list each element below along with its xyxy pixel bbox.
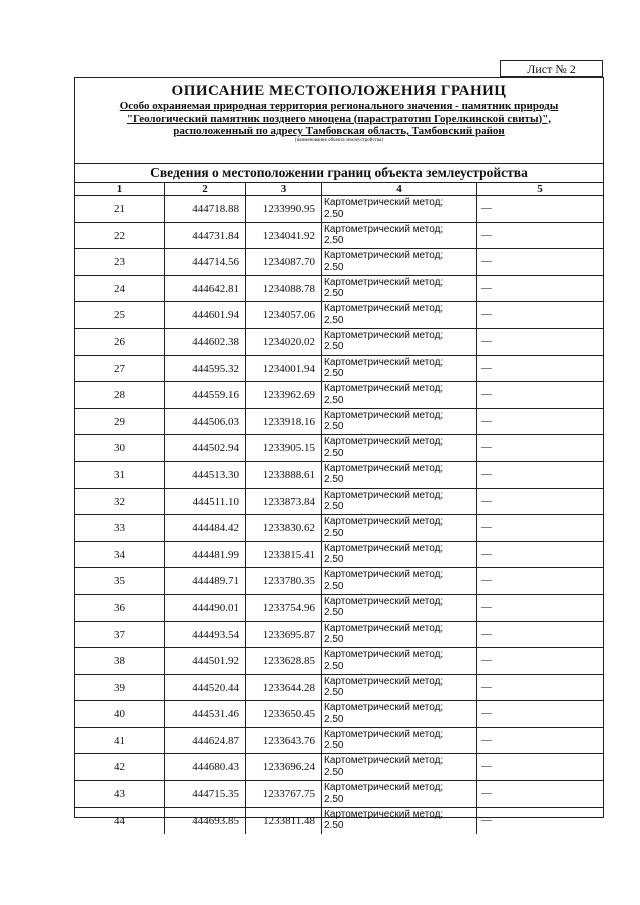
x-coordinate-cell: 444715.35 (165, 781, 246, 807)
description-cell: — (481, 627, 492, 640)
table-row (75, 728, 603, 755)
x-coordinate-cell: 444501.92 (165, 648, 246, 674)
method-text: Картометрический метод; (324, 542, 444, 554)
method-text: Картометрический метод; (324, 356, 444, 368)
description-cell: — (481, 760, 492, 773)
x-coordinate-cell: 444484.42 (165, 515, 246, 541)
precision-value: 2.50 (324, 607, 344, 619)
y-coordinate-cell: 1233962.69 (246, 382, 322, 408)
point-number-cell: 27 (75, 356, 165, 382)
x-coordinate-cell: 444602.38 (165, 329, 246, 355)
table-row (75, 302, 603, 329)
x-coordinate-cell: 444642.81 (165, 276, 246, 302)
description-cell: — (481, 494, 492, 507)
point-number-cell: 26 (75, 329, 165, 355)
table-row (75, 356, 603, 383)
method-cell (322, 781, 477, 807)
precision-value: 2.50 (324, 554, 344, 566)
description-cell: — (481, 255, 492, 268)
table-row (75, 542, 603, 569)
description-cell: — (481, 467, 492, 480)
method-cell (322, 435, 477, 461)
method-text: Картометрический метод; (324, 782, 444, 794)
x-coordinate-cell: 444531.46 (165, 701, 246, 727)
point-number-cell: 43 (75, 781, 165, 807)
description-cell: — (481, 202, 492, 214)
method-text: Картометрический метод; (324, 197, 444, 208)
precision-value: 2.50 (324, 261, 344, 273)
description-cell: — (481, 707, 492, 720)
x-coordinate-cell: 444718.88 (165, 196, 246, 222)
method-cell (322, 329, 477, 355)
method-text: Картометрический метод; (324, 436, 444, 448)
method-cell (322, 356, 477, 382)
object-name-note: (наименование объекта землеустройства) (294, 137, 384, 143)
point-number-cell: 28 (75, 382, 165, 408)
y-coordinate-cell: 1233650.45 (246, 701, 322, 727)
table-body (75, 196, 603, 834)
description-cell: — (481, 308, 492, 321)
y-coordinate-cell: 1233696.24 (246, 754, 322, 780)
table-row (75, 249, 603, 276)
column-number: 3 (246, 183, 322, 195)
method-cell (322, 302, 477, 328)
precision-value: 2.50 (324, 580, 344, 592)
method-cell (322, 701, 477, 727)
method-cell (322, 196, 477, 222)
column-number: 1 (75, 183, 165, 195)
object-subtitle-line-2: "Геологический памятник позднего миоцена (парастратотип Горелкинской свиты)", (126, 112, 552, 125)
table-row (75, 675, 603, 702)
precision-value: 2.50 (324, 288, 344, 300)
method-text: Картометрический метод; (324, 489, 444, 501)
description-cell: — (481, 733, 492, 746)
x-coordinate-cell: 444731.84 (165, 223, 246, 249)
precision-value: 2.50 (324, 687, 344, 699)
precision-value: 2.50 (324, 314, 344, 326)
x-coordinate-cell: 444502.94 (165, 435, 246, 461)
method-cell (322, 675, 477, 701)
method-cell (322, 462, 477, 488)
method-text: Картометрический метод; (324, 675, 444, 687)
x-coordinate-cell: 444489.71 (165, 568, 246, 594)
point-number-cell: 21 (75, 196, 165, 222)
point-number-cell: 41 (75, 728, 165, 754)
method-cell (322, 276, 477, 302)
table-row (75, 409, 603, 436)
description-cell: — (481, 281, 492, 294)
sheet-number: Лист № 2 (500, 60, 603, 77)
precision-value: 2.50 (324, 474, 344, 486)
method-cell (322, 728, 477, 754)
table-row (75, 568, 603, 595)
y-coordinate-cell: 1234088.78 (246, 276, 322, 302)
x-coordinate-cell: 444520.44 (165, 675, 246, 701)
y-coordinate-cell: 1233754.96 (246, 595, 322, 621)
table-row (75, 701, 603, 728)
method-text: Картометрический метод; (324, 622, 444, 634)
x-coordinate-cell: 444506.03 (165, 409, 246, 435)
document-title: ОПИСАНИЕ МЕСТОПОЛОЖЕНИЯ ГРАНИЦ (171, 83, 507, 99)
point-number-cell: 44 (75, 808, 165, 835)
method-text: Картометрический метод; (324, 329, 444, 341)
method-cell (322, 489, 477, 515)
method-cell (322, 808, 477, 835)
x-coordinate-cell: 444481.99 (165, 542, 246, 568)
y-coordinate-cell: 1233644.28 (246, 675, 322, 701)
column-number: 4 (322, 183, 477, 195)
description-cell: — (481, 228, 492, 241)
point-number-cell: 33 (75, 515, 165, 541)
y-coordinate-cell: 1233888.61 (246, 462, 322, 488)
description-cell: — (481, 813, 492, 826)
y-coordinate-cell: 1233767.75 (246, 781, 322, 807)
precision-value: 2.50 (324, 793, 344, 805)
description-cell: — (481, 787, 492, 800)
point-number-cell: 30 (75, 435, 165, 461)
x-coordinate-cell: 444595.32 (165, 356, 246, 382)
precision-value: 2.50 (324, 394, 344, 406)
table-row (75, 648, 603, 675)
x-coordinate-cell: 444513.30 (165, 462, 246, 488)
precision-value: 2.50 (324, 235, 344, 247)
method-text: Картометрический метод; (324, 702, 444, 714)
y-coordinate-cell: 1233811.48 (246, 808, 322, 835)
table-row (75, 196, 603, 223)
document-header (75, 78, 603, 164)
description-cell: — (481, 521, 492, 534)
y-coordinate-cell: 1233905.15 (246, 435, 322, 461)
table-row (75, 754, 603, 781)
point-number-cell: 42 (75, 754, 165, 780)
point-number-cell: 32 (75, 489, 165, 515)
y-coordinate-cell: 1233695.87 (246, 622, 322, 648)
x-coordinate-cell: 444493.54 (165, 622, 246, 648)
object-subtitle-line-1: Особо охраняемая природная территория регионального значения - памятник природы (119, 100, 559, 112)
y-coordinate-cell: 1233780.35 (246, 568, 322, 594)
description-cell: — (481, 388, 492, 401)
table-row (75, 462, 603, 489)
method-text: Картометрический метод; (324, 223, 444, 235)
method-cell (322, 622, 477, 648)
description-cell: — (481, 574, 492, 587)
method-text: Картометрический метод; (324, 409, 444, 421)
point-number-cell: 40 (75, 701, 165, 727)
precision-value: 2.50 (324, 634, 344, 645)
point-number-cell: 36 (75, 595, 165, 621)
precision-value: 2.50 (324, 421, 344, 433)
x-coordinate-cell: 444624.87 (165, 728, 246, 754)
precision-value: 2.50 (324, 501, 344, 513)
method-text: Картометрический метод; (324, 728, 444, 740)
y-coordinate-cell: 1234001.94 (246, 356, 322, 382)
column-numbers-row (75, 183, 603, 196)
method-text: Картометрический метод; (324, 276, 444, 288)
table-row (75, 276, 603, 303)
description-cell: — (481, 600, 492, 613)
point-number-cell: 25 (75, 302, 165, 328)
description-cell: — (481, 441, 492, 454)
method-cell (322, 223, 477, 249)
point-number-cell: 22 (75, 223, 165, 249)
point-number-cell: 38 (75, 648, 165, 674)
method-cell (322, 542, 477, 568)
precision-value: 2.50 (324, 660, 344, 672)
method-text: Картометрический метод; (324, 649, 444, 661)
point-number-cell: 39 (75, 675, 165, 701)
table-row (75, 595, 603, 622)
method-text: Картометрический метод; (324, 250, 444, 262)
table-row (75, 329, 603, 356)
precision-value: 2.50 (324, 341, 344, 353)
point-number-cell: 35 (75, 568, 165, 594)
point-number-cell: 23 (75, 249, 165, 275)
method-cell (322, 648, 477, 674)
y-coordinate-cell: 1233873.84 (246, 489, 322, 515)
x-coordinate-cell: 444511.10 (165, 489, 246, 515)
method-text: Картометрический метод; (324, 383, 444, 395)
table-row (75, 515, 603, 542)
y-coordinate-cell: 1234057.06 (246, 302, 322, 328)
y-coordinate-cell: 1234041.92 (246, 223, 322, 249)
method-text: Картометрический метод; (324, 462, 444, 474)
method-cell (322, 382, 477, 408)
precision-value: 2.50 (324, 740, 344, 752)
x-coordinate-cell: 444601.94 (165, 302, 246, 328)
y-coordinate-cell: 1233628.85 (246, 648, 322, 674)
method-text: Картометрический метод; (324, 808, 444, 820)
x-coordinate-cell: 444559.16 (165, 382, 246, 408)
method-text: Картометрический метод; (324, 595, 444, 607)
y-coordinate-cell: 1233918.16 (246, 409, 322, 435)
method-text: Картометрический метод; (324, 303, 444, 315)
table-row (75, 781, 603, 808)
table-row (75, 382, 603, 409)
precision-value: 2.50 (324, 208, 344, 220)
method-cell (322, 595, 477, 621)
column-number: 2 (165, 183, 246, 195)
x-coordinate-cell: 444680.43 (165, 754, 246, 780)
method-text: Картометрический метод; (324, 569, 444, 581)
description-cell: — (481, 547, 492, 560)
table-row (75, 435, 603, 462)
method-cell (322, 249, 477, 275)
column-number: 5 (537, 183, 543, 195)
y-coordinate-cell: 1233815.41 (246, 542, 322, 568)
description-cell: — (481, 414, 492, 427)
method-text: Картометрический метод; (324, 755, 444, 767)
method-cell (322, 409, 477, 435)
method-cell (322, 568, 477, 594)
description-cell: — (481, 654, 492, 667)
y-coordinate-cell: 1234020.02 (246, 329, 322, 355)
y-coordinate-cell: 1233643.76 (246, 728, 322, 754)
section-title: Сведения о местоположении границ объекта землеустройства (75, 164, 603, 183)
x-coordinate-cell: 444714.56 (165, 249, 246, 275)
precision-value: 2.50 (324, 527, 344, 539)
method-cell (322, 515, 477, 541)
point-number-cell: 29 (75, 409, 165, 435)
precision-value: 2.50 (324, 713, 344, 725)
point-number-cell: 37 (75, 622, 165, 648)
precision-value: 2.50 (324, 766, 344, 778)
table-row (75, 223, 603, 250)
boundary-description-table (74, 77, 604, 832)
precision-value: 2.50 (324, 820, 344, 832)
description-cell: — (481, 680, 492, 693)
object-subtitle-line-3: расположенный по адресу Тамбовская область, Тамбовский район (173, 125, 505, 137)
point-number-cell: 34 (75, 542, 165, 568)
point-number-cell: 24 (75, 276, 165, 302)
y-coordinate-cell: 1233990.95 (246, 196, 322, 222)
precision-value: 2.50 (324, 368, 344, 380)
y-coordinate-cell: 1234087.70 (246, 249, 322, 275)
method-cell (322, 754, 477, 780)
description-cell: — (481, 334, 492, 347)
x-coordinate-cell: 444490.01 (165, 595, 246, 621)
method-text: Картометрический метод; (324, 516, 444, 528)
table-row (75, 808, 603, 835)
description-cell: — (481, 361, 492, 374)
table-row (75, 622, 603, 649)
y-coordinate-cell: 1233830.62 (246, 515, 322, 541)
point-number-cell: 31 (75, 462, 165, 488)
table-row (75, 489, 603, 516)
precision-value: 2.50 (324, 447, 344, 459)
x-coordinate-cell: 444693.85 (165, 808, 246, 835)
